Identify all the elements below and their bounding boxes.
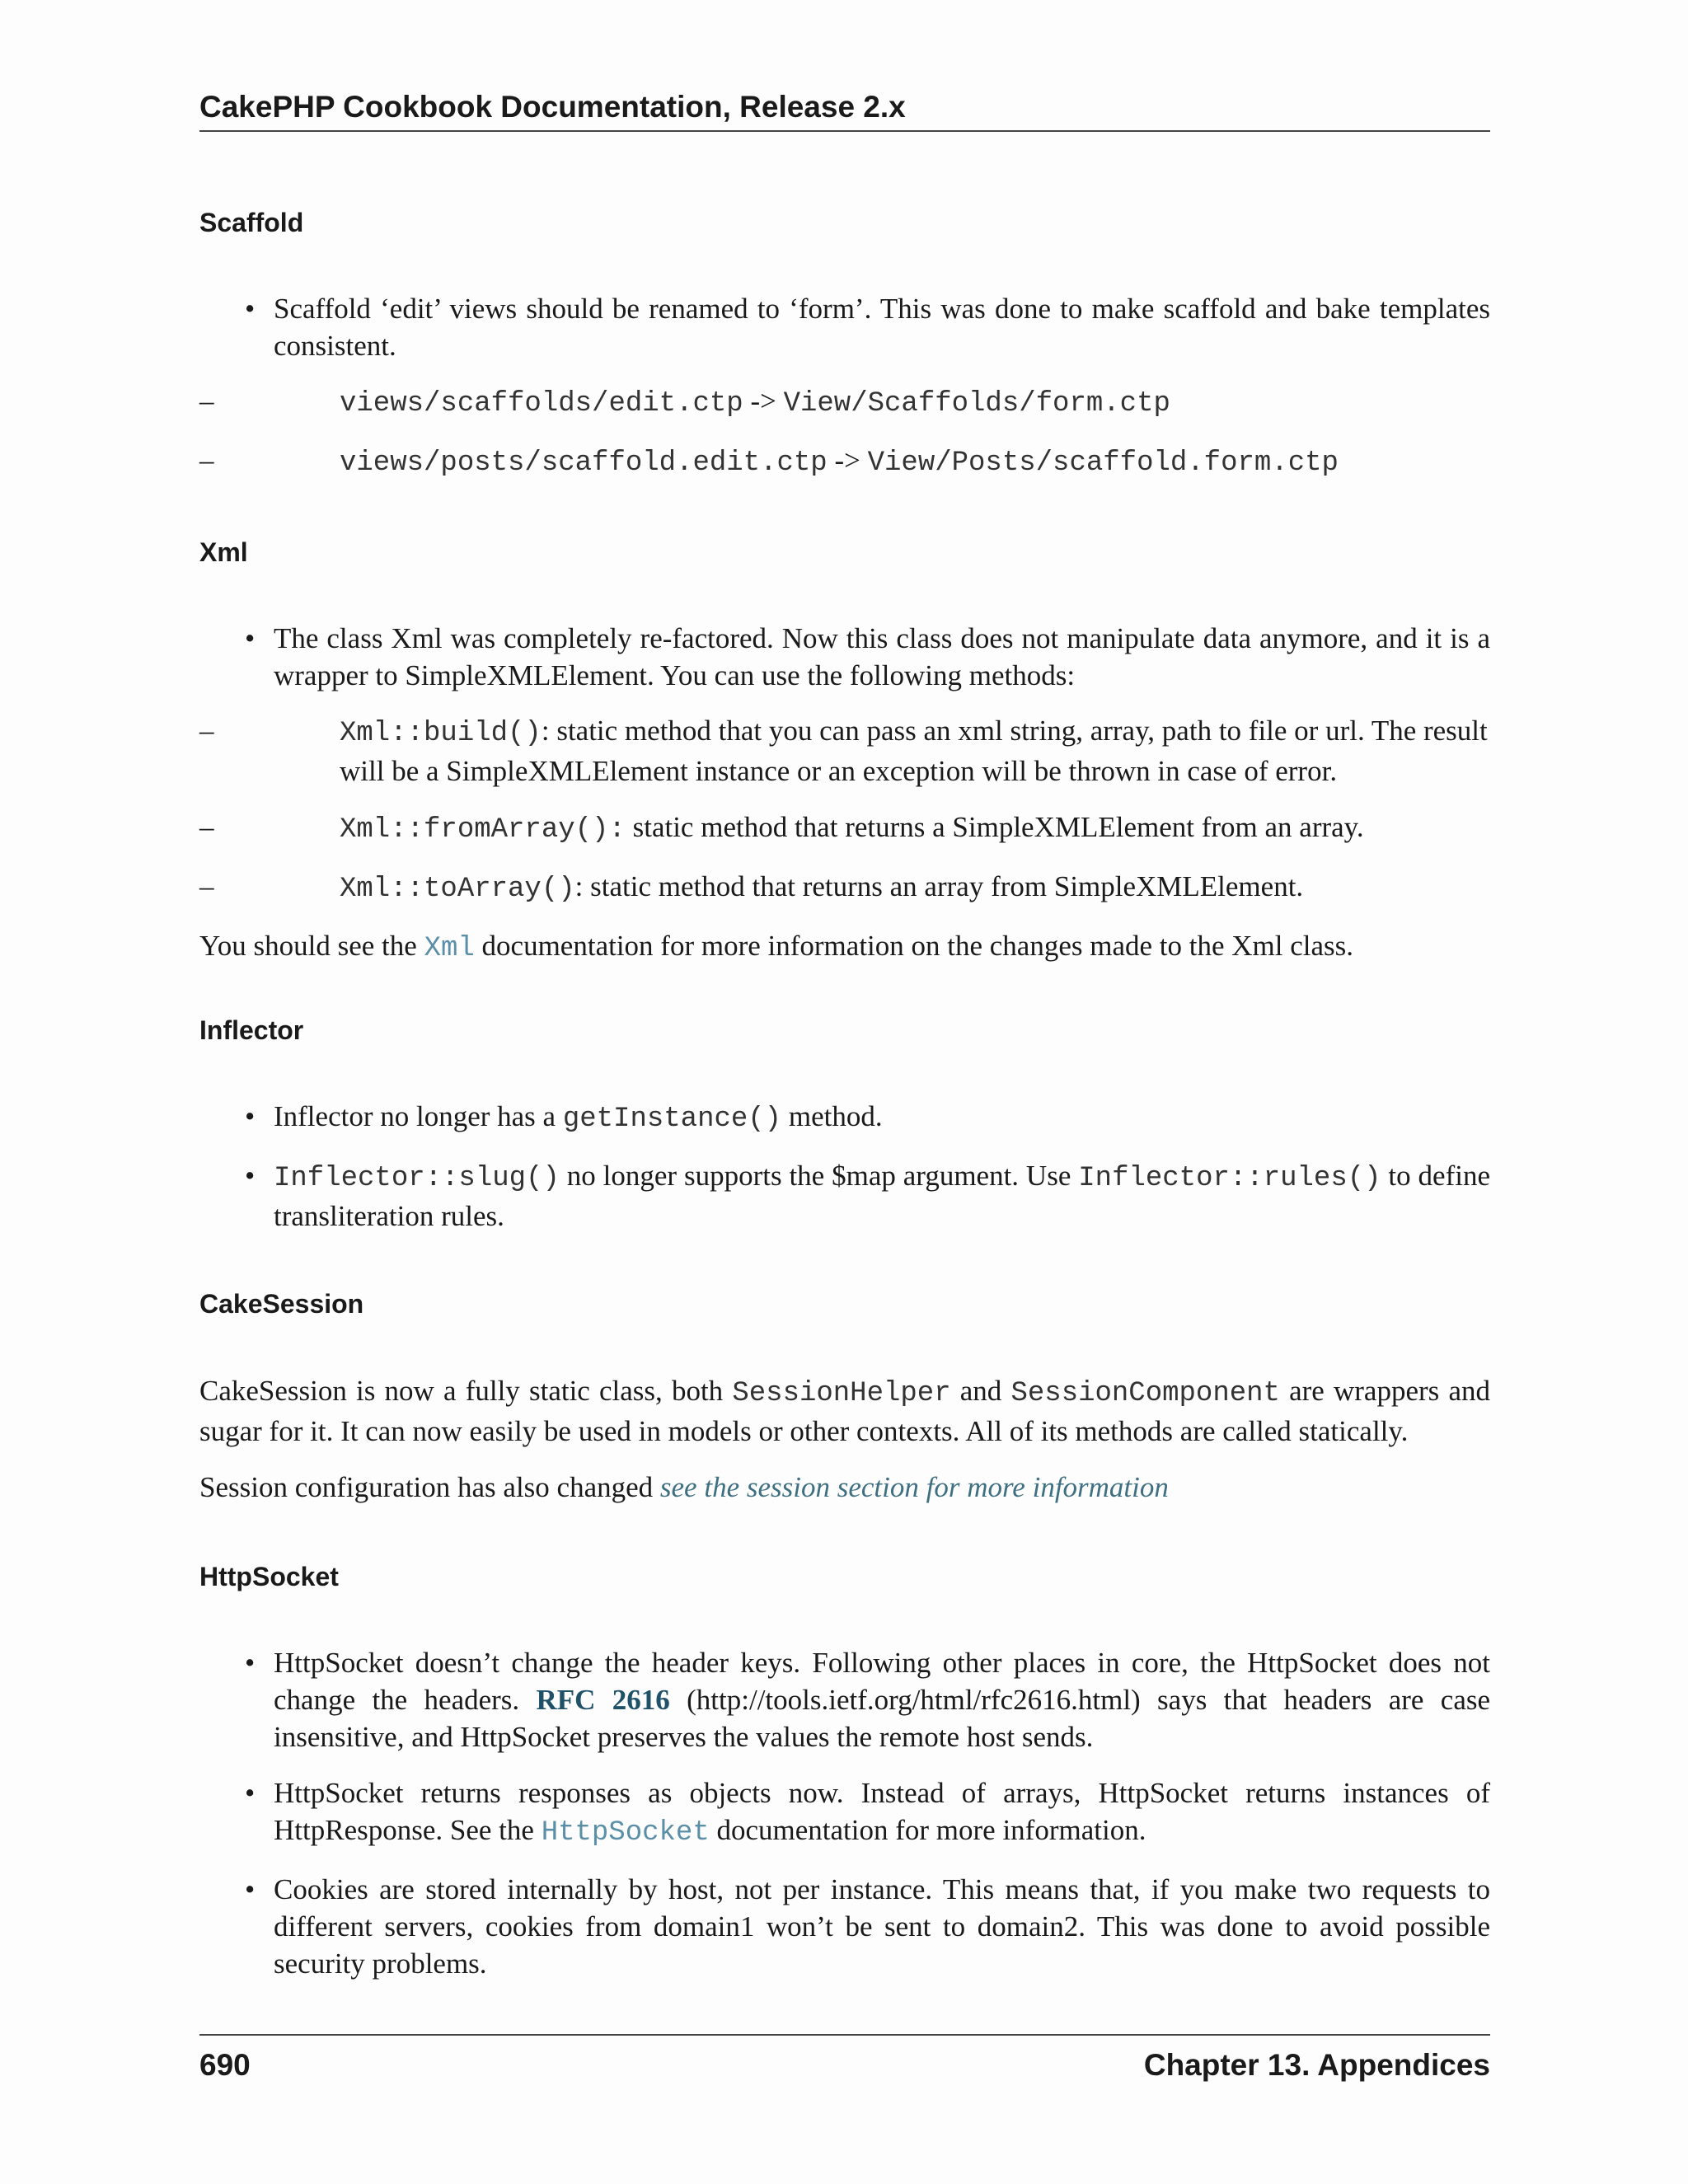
paragraph-text: are wrappers and sugar for it. It can now easily be used in models or other contexts. All of its methods are called statically. bbox=[199, 1375, 1490, 1447]
page-number: 690 bbox=[199, 2048, 251, 2082]
method-description: : static method that you can pass an xml string, array, path to file or url. The result will be a SimpleXMLElement instance or an exception will be thrown in case of error. bbox=[340, 715, 1488, 787]
bullet-text: The class Xml was completely re-factored. Now this class does not manipulate data anymore, and it is a wrapper to SimpleXMLElement. You can use the following methods: bbox=[274, 622, 1490, 691]
method-name: Xml::build() bbox=[340, 718, 542, 749]
bullet-icon: • bbox=[245, 622, 256, 654]
section-title-inflector: Inflector bbox=[199, 1015, 304, 1045]
dash-icon: – bbox=[199, 385, 214, 417]
code-path: View/Posts/scaffold.form.ctp bbox=[867, 448, 1339, 479]
method-name: Inflector::slug() bbox=[274, 1163, 560, 1194]
scaffold-section bbox=[199, 290, 1490, 501]
method-name: Xml::toArray() bbox=[340, 874, 575, 905]
method-description: : static method that returns an array from SimpleXMLElement. bbox=[574, 870, 1304, 902]
scaffold-rename-list bbox=[199, 382, 1490, 482]
bullet-icon: • bbox=[245, 1873, 256, 1905]
list-item bbox=[199, 290, 1490, 482]
code-path: views/scaffolds/edit.ctp bbox=[340, 388, 743, 419]
xml-section bbox=[199, 620, 1490, 987]
dash-icon: – bbox=[199, 444, 214, 476]
method-description: static method that returns a SimpleXMLElement from an array. bbox=[625, 811, 1364, 843]
xml-note-paragraph bbox=[199, 927, 1490, 968]
code-path: View/Scaffolds/form.ctp bbox=[783, 388, 1170, 419]
session-section-link[interactable]: see the session section for more information bbox=[659, 1471, 1169, 1503]
list-item bbox=[199, 1098, 1490, 1138]
list-item bbox=[199, 1644, 1490, 1755]
bullet-text: no longer supports the $map argument. Use bbox=[559, 1160, 1079, 1192]
list-item bbox=[199, 1157, 1490, 1235]
cakesession-section bbox=[199, 1372, 1490, 1525]
class-name: SessionHelper bbox=[732, 1378, 951, 1409]
xml-bullet-list bbox=[199, 620, 1490, 908]
httpsocket-bullet-list bbox=[199, 1644, 1490, 1982]
code-path: views/posts/scaffold.edit.ctp bbox=[340, 448, 828, 479]
bullet-text: HttpSocket returns responses as objects now. Instead of arrays, HttpSocket returns instances of HttpResponse. See the bbox=[274, 1777, 1490, 1846]
list-item bbox=[199, 808, 1490, 849]
bullet-icon: • bbox=[245, 1100, 256, 1132]
list-item bbox=[199, 442, 1490, 482]
inflector-bullet-list bbox=[199, 1098, 1490, 1235]
list-item bbox=[199, 868, 1490, 908]
paragraph-text: You should see the bbox=[199, 930, 424, 962]
httpsocket-doc-link[interactable]: HttpSocket bbox=[541, 1817, 710, 1849]
bullet-text: Cookies are stored internally by host, not per instance. This means that, if you make two requests to different servers, cookies from domain1 won’t be sent to domain2. This was done to avoid possible security problems. bbox=[274, 1873, 1490, 1980]
document-title: CakePHP Cookbook Documentation, Release 2.x bbox=[199, 90, 906, 124]
xml-doc-link[interactable]: Xml bbox=[424, 933, 475, 964]
httpsocket-section bbox=[199, 1644, 1490, 2001]
paragraph-text: and bbox=[950, 1375, 1011, 1407]
bullet-text: HttpSocket doesn’t change the header keys. Following other places in core, the HttpSocket does not change the headers. bbox=[274, 1647, 1490, 1716]
xml-method-list bbox=[199, 712, 1490, 908]
class-name: SessionComponent bbox=[1010, 1378, 1280, 1409]
bullet-icon: • bbox=[245, 1647, 256, 1679]
bullet-text: Inflector no longer has a bbox=[274, 1100, 563, 1132]
dash-icon: – bbox=[199, 811, 214, 843]
method-name: getInstance() bbox=[562, 1104, 782, 1135]
method-name: Xml::fromArray(): bbox=[340, 814, 626, 846]
dash-icon: – bbox=[199, 870, 214, 902]
list-item bbox=[199, 382, 1490, 423]
chapter-title: Chapter 13. Appendices bbox=[1143, 2048, 1490, 2082]
list-item bbox=[199, 712, 1490, 790]
inflector-section bbox=[199, 1098, 1490, 1254]
list-item bbox=[199, 1871, 1490, 1982]
bullet-icon: • bbox=[245, 1160, 256, 1192]
arrow-text: -> bbox=[827, 444, 868, 476]
cakesession-paragraph bbox=[199, 1372, 1490, 1450]
page-header bbox=[199, 89, 1490, 132]
section-title-cakesession: CakeSession bbox=[199, 1289, 364, 1319]
list-item bbox=[199, 1774, 1490, 1852]
list-item bbox=[199, 620, 1490, 908]
arrow-text: -> bbox=[743, 385, 784, 417]
bullet-text: method. bbox=[781, 1100, 883, 1132]
method-name: Inflector::rules() bbox=[1078, 1163, 1381, 1194]
bullet-icon: • bbox=[245, 293, 256, 325]
paragraph-text: documentation for more information on the changes made to the Xml class. bbox=[474, 930, 1354, 962]
page-footer bbox=[199, 2034, 1490, 2083]
bullet-text: documentation for more information. bbox=[709, 1814, 1146, 1846]
section-title-httpsocket: HttpSocket bbox=[199, 1562, 339, 1591]
paragraph-text: Session configuration has also changed bbox=[199, 1471, 660, 1503]
section-title-xml: Xml bbox=[199, 537, 248, 567]
bullet-icon: • bbox=[245, 1777, 256, 1809]
dash-icon: – bbox=[199, 715, 214, 747]
bullet-text: to define transliteration rules. bbox=[274, 1160, 1490, 1232]
rfc-2616-link[interactable]: RFC 2616 bbox=[536, 1684, 670, 1716]
session-config-paragraph bbox=[199, 1469, 1490, 1506]
section-title-scaffold: Scaffold bbox=[199, 208, 304, 237]
bullet-text: (http://tools.ietf.org/html/rfc2616.html) says that headers are case insensitive, and HttpSocket preserves the values the remote host sends. bbox=[274, 1684, 1491, 1753]
scaffold-bullet-list bbox=[199, 290, 1490, 482]
paragraph-text: CakeSession is now a fully static class, both bbox=[199, 1375, 733, 1407]
bullet-text: Scaffold ‘edit’ views should be renamed to ‘form’. This was done to make scaffold and bake templates consistent. bbox=[274, 293, 1490, 362]
